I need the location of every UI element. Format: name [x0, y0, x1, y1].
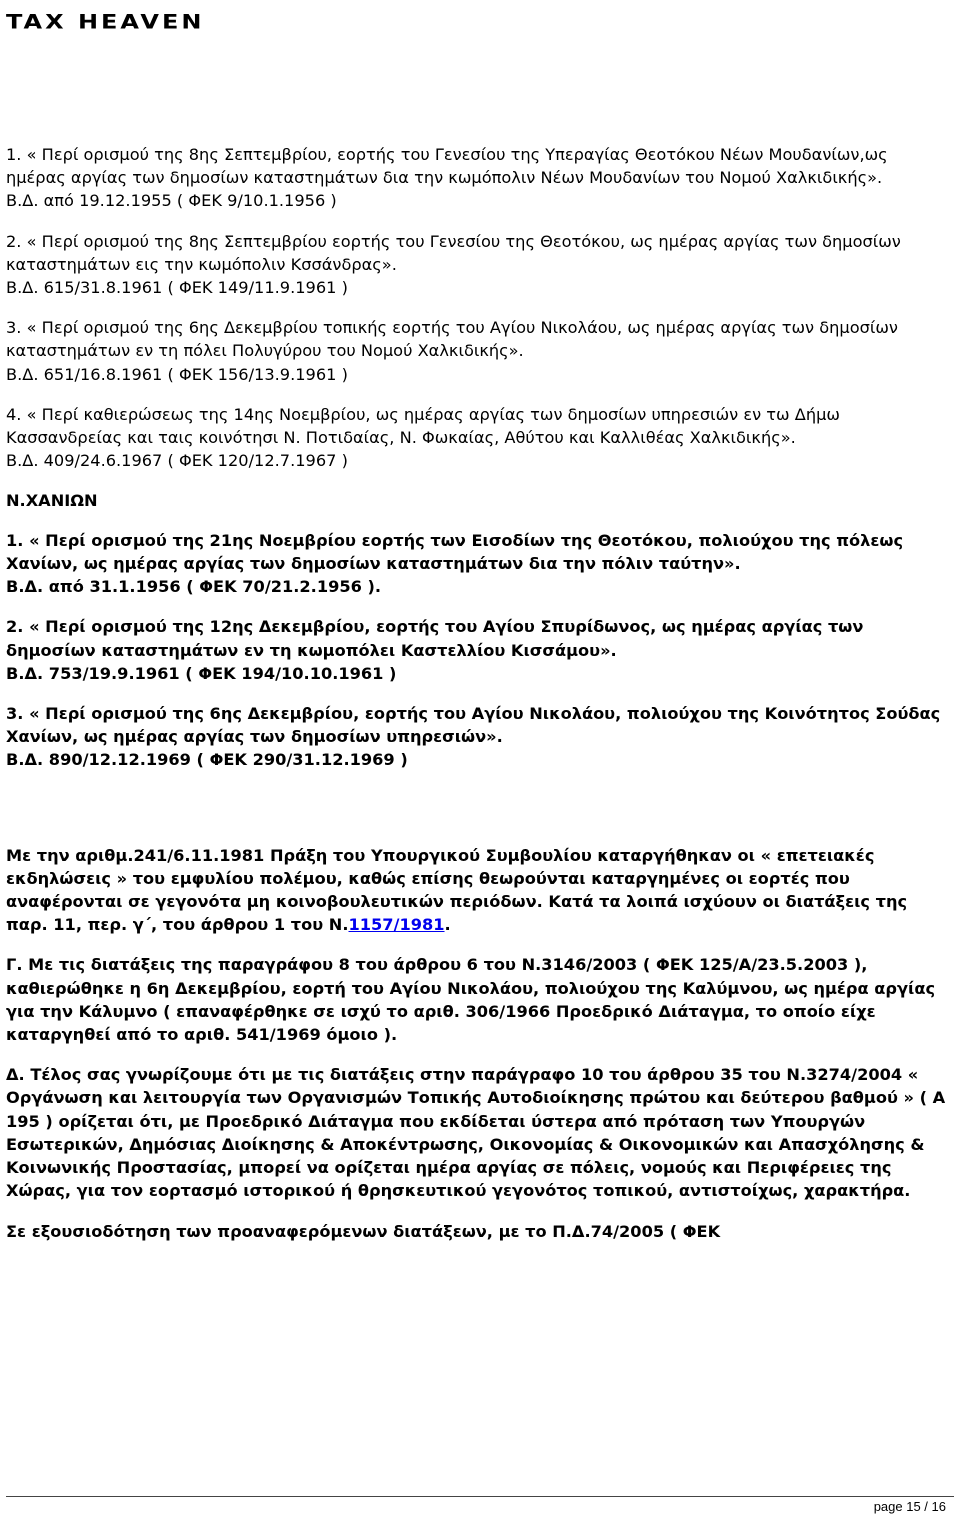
paragraph-tail: .	[444, 915, 451, 935]
list-item	[6, 403, 946, 473]
item-number: 4.	[6, 404, 22, 424]
item-ref: Β.Δ. 409/24.6.1967 ( ΦΕΚ 120/12.7.1967 )	[6, 451, 348, 471]
list-item	[6, 702, 946, 772]
item-number: 3.	[6, 704, 24, 724]
item-ref: Β.Δ. 615/31.8.1961 ( ΦΕΚ 149/11.9.1961 )	[6, 278, 348, 298]
list-item	[6, 230, 946, 300]
document-body	[6, 143, 946, 1259]
paragraph-text: Με την αριθμ.241/6.11.1981 Πράξη του Υπουργικού Συμβουλίου καταργήθηκαν οι « επετειακές εκδηλώσεις » του εμφυλίου πολέμου, καθώς επίσης θεωρούνται καταργημένες οι εορτές που αναφέρονται σε γεγονότα μη κοινοβουλευτικών περιόδων. Κατά τα λοιπά ισχύουν οι διατάξεις της παρ. 11, περ. γ΄, του άρθρου 1 του Ν.	[6, 845, 908, 935]
list-item	[6, 529, 946, 599]
item-ref: Β.Δ. από 31.1.1956 ( ΦΕΚ 70/21.2.1956 ).	[6, 577, 382, 597]
list-item	[6, 316, 946, 386]
paragraph-last: Σε εξουσιοδότηση των προαναφερόμενων διατάξεων, με το Π.Δ.74/2005 ( ΦΕΚ	[6, 1221, 721, 1241]
item-text: « Περί ορισμού της 8ης Σεπτεμβρίου, εορτής του Γενεσίου της Υπεραγίας Θεοτόκου Νέων Μουδανίων,ως ημέρας αργίας των δημοσίων καταστημάτων δια την κωμόπολιν Νέων Μουδανίων του Νομού Χαλκιδικής».	[6, 145, 888, 188]
item-text: « Περί καθιερώσεως της 14ης Νοεμβρίου, ως ημέρας αργίας των δημοσίων υπηρεσιών εν τω Δήμω Κασσανδρείας και ταις κοινότησι Ν. Ποτιδαίας, Ν. Φωκαίας, Αθύτου και Καλλιθέας Χαλκιδικής».	[6, 404, 840, 448]
item-text: « Περί ορισμού της 8ης Σεπτεμβρίου εορτής του Γενεσίου της Θεοτόκου, ως ημέρας αργίας των δημοσίων καταστημάτων εις την κωμόπολιν Κσσάνδρας».	[6, 231, 901, 274]
item-ref: Β.Δ. 890/12.12.1969 ( ΦΕΚ 290/31.12.1969 )	[6, 750, 408, 770]
law-link[interactable]: 1157/1981	[348, 915, 445, 935]
item-number: 1.	[6, 530, 24, 550]
item-number: 3.	[6, 318, 22, 338]
paragraph-repeal	[6, 844, 946, 937]
item-ref: Β.Δ. 651/16.8.1961 ( ΦΕΚ 156/13.9.1961 )	[6, 364, 348, 384]
paragraph-d: Δ. Τέλος σας γνωρίζουμε ότι με τις διατάξεις στην παράγραφο 10 του άρθρου 35 του Ν.3274/2004 « Οργάνωση και λειτουργία των Οργανισμών Τοπικής Αυτοδιοίκησης πρώτου και δεύτερου βαθμού » ( Α 195 ) ορίζεται ότι, με Προεδρικό Διάταγμα που εκδίδεται ύστερα από πρόταση των Υπουργών Εσωτερικών, Δημόσιας Διοίκησης & Αποκέντρωσης, Οικονομίας & Οικονομικών και Απασχόλησης & Κοινωνικής Προστασίας, μπορεί να ορίζεται ημέρα αργίας σε πόλεις, νομούς και Περιφέρειες της Χώρας, για τον εορτασμό ιστορικού ή θρησκευτικού γεγονότος τοπικού, αντιστοίχως, χαρακτήρα.	[6, 1065, 946, 1201]
item-text: « Περί ορισμού της 12ης Δεκεμβρίου, εορτής του Αγίου Σπυρίδωνος, ως ημέρας αργίας των δημοσίων καταστημάτων εν τη κωμοπόλει Καστελλίου Κισσάμου».	[6, 617, 864, 660]
item-text: « Περί ορισμού της 21ης Νοεμβρίου εορτής των Εισοδίων της Θεοτόκου, πολιούχου της πόλεως Χανίων, ως ημέρας αργίας των δημοσίων καταστημάτων δια την πόλιν ταύτην».	[6, 530, 904, 574]
list-item	[6, 143, 946, 213]
item-ref: Β.Δ. 753/19.9.1961 ( ΦΕΚ 194/10.10.1961 )	[6, 663, 397, 683]
list-item	[6, 615, 946, 685]
item-number: 2.	[6, 617, 24, 637]
item-text: « Περί ορισμού της 6ης Δεκεμβρίου, εορτής του Αγίου Νικολάου, πολιούχου της Κοινότητος Σούδας Χανίων, ως ημέρας αργίας των δημοσίων υπηρεσιών».	[6, 704, 941, 747]
footer-divider	[6, 1496, 954, 1497]
paragraph-g: Γ. Με τις διατάξεις της παραγράφου 8 του άρθρου 6 του Ν.3146/2003 ( ΦΕΚ 125/Α/23.5.2003 ), καθιερώθηκε η 6η Δεκεμβρίου, εορτή του Αγίου Νικολάου, πολιούχου της Καλύμνου, ως ημέρα αργίας για την Κάλυμνο ( επαναφέρθηκε σε ισχύ το αριθ. 306/1966 Προεδρικό Διάταγμα, το οποίο είχε καταργηθεί από το αριθ. 541/1969 όμοιο ).	[6, 955, 936, 1045]
item-ref: Β.Δ. από 19.12.1955 ( ΦΕΚ 9/10.1.1956 )	[6, 191, 337, 211]
logo-text: TAX HEAVEN	[6, 10, 205, 34]
item-number: 1.	[6, 145, 22, 164]
section-heading: Ν.ΧΑΝΙΩΝ	[6, 491, 98, 511]
item-text: « Περί ορισμού της 6ης Δεκεμβρίου τοπικής εορτής του Αγίου Νικολάου, ως ημέρας αργίας των δημοσίων καταστημάτων εν τη πόλει Πολυγύρου του Νομού Χαλκιδικής».	[6, 318, 898, 361]
page-number: page 15 / 16	[873, 1499, 946, 1514]
taxheaven-logo[interactable]	[6, 4, 204, 40]
item-number: 2.	[6, 231, 22, 251]
